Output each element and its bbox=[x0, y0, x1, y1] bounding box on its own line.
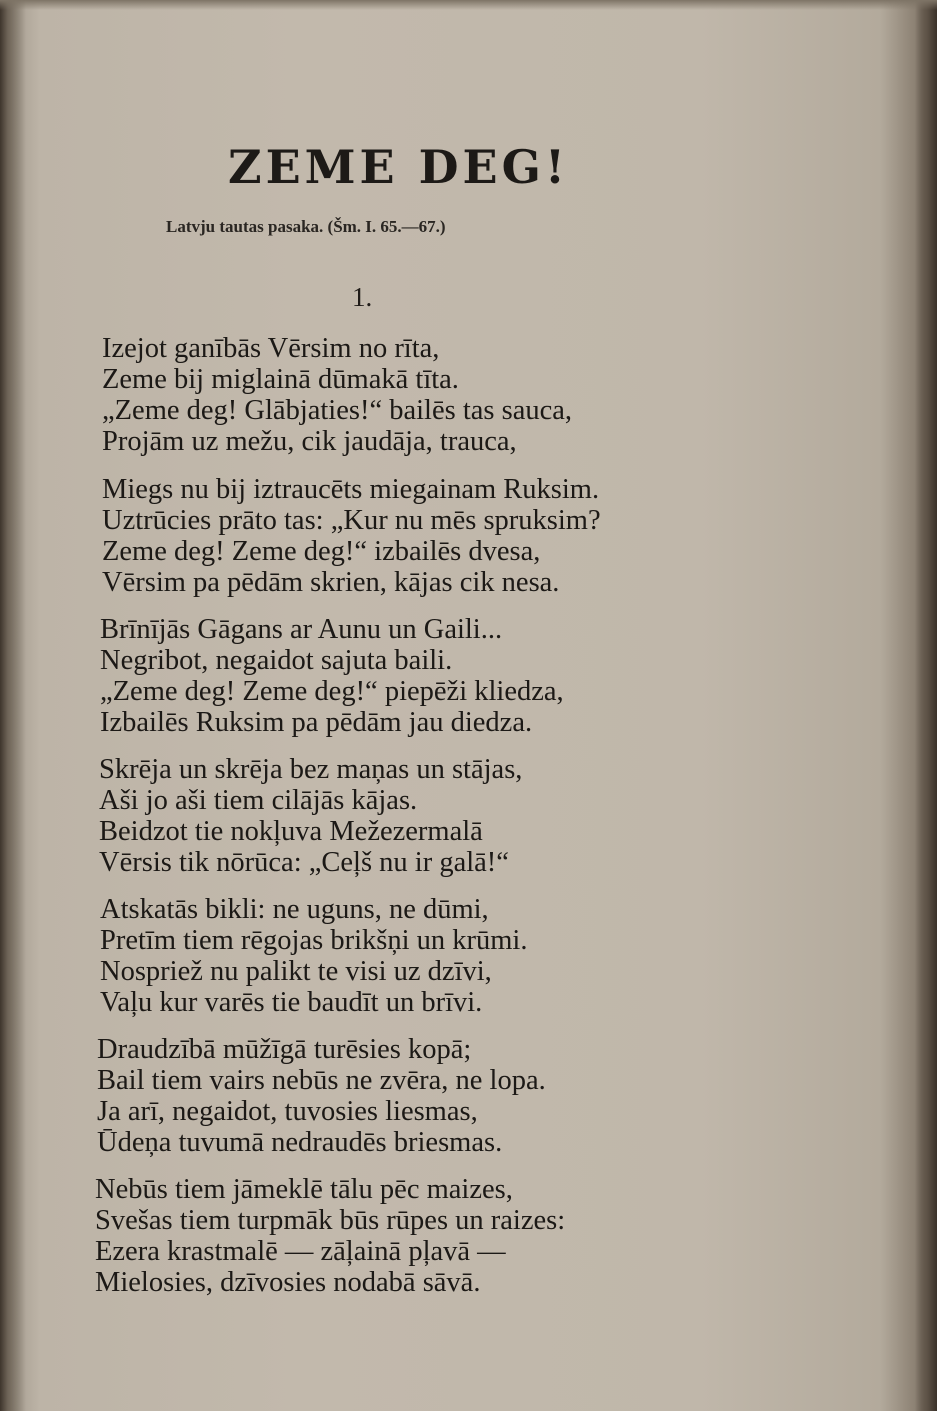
verse-line: Izbailēs Ruksim pa pēdām jau diedza. bbox=[100, 707, 533, 738]
verse-line: Svešas tiem turpmāk būs rūpes un raizes: bbox=[95, 1205, 566, 1236]
verse-line: Uztrūcies prāto tas: „Kur nu mēs spruksim? bbox=[102, 505, 601, 536]
poem-subtitle: Latvju tautas pasaka. (Šm. I. 65.—67.) bbox=[166, 217, 446, 236]
verse-line: Zeme bij miglainā dūmakā tīta. bbox=[102, 364, 459, 395]
stanza bbox=[95, 1174, 565, 1298]
poem-title: ZEME DEG! bbox=[228, 140, 570, 194]
verse-line: Ja arī, negaidot, tuvosies liesmas, bbox=[97, 1096, 478, 1127]
verse-line: Miegs nu bij iztraucēts miegainam Ruksim. bbox=[102, 474, 600, 505]
verse-line: Aši jo aši tiem cilājās kājas. bbox=[99, 785, 418, 816]
verse-line: Bail tiem vairs nebūs ne zvēra, ne lopa. bbox=[97, 1065, 546, 1096]
verse-line: Izejot ganībās Vērsim no rīta, bbox=[102, 333, 440, 364]
verse-line: Mielosies, dzīvosies nodabā sāvā. bbox=[95, 1267, 481, 1298]
verse-line: Vaļu kur varēs tie baudīt un brīvi. bbox=[100, 987, 483, 1018]
stanza bbox=[102, 474, 601, 598]
verse-line: Atskatās bikli: ne uguns, ne dūmi, bbox=[100, 894, 489, 925]
verse-line: Pretīm tiem rēgojas brikšņi un krūmi. bbox=[100, 925, 528, 956]
verse-line: Ezera krastmalē — zāļainā pļavā — bbox=[95, 1236, 506, 1267]
verse-line: Draudzībā mūžīgā turēsies kopā; bbox=[97, 1034, 472, 1065]
stanza bbox=[100, 894, 527, 1018]
verse-line: Nebūs tiem jāmeklē tālu pēc maizes, bbox=[95, 1174, 513, 1205]
book-spine-shadow bbox=[0, 0, 26, 1411]
verse-line: „Zeme deg! Glābjaties!“ bailēs tas sauca, bbox=[102, 395, 573, 426]
verse-line: Vērsim pa pēdām skrien, kājas cik nesa. bbox=[102, 567, 560, 598]
stanza bbox=[102, 333, 572, 457]
stanza bbox=[99, 754, 522, 878]
verse-line: Ūdeņa tuvumā nedraudēs briesmas. bbox=[97, 1127, 503, 1158]
verse-line: Nospriež nu palikt te visi uz dzīvi, bbox=[100, 956, 492, 987]
page-edge-shadow bbox=[915, 0, 937, 1411]
verse-line: Vērsis tik nōrūca: „Ceļš nu ir galā!“ bbox=[99, 847, 509, 878]
part-number: 1. bbox=[352, 282, 373, 312]
page-top-edge bbox=[0, 0, 937, 10]
verse-line: Zeme deg! Zeme deg!“ izbailēs dvesa, bbox=[102, 536, 541, 567]
verse-line: Beidzot tie nokļuva Mežezermalā bbox=[99, 816, 483, 847]
stanza bbox=[97, 1034, 546, 1158]
stanza bbox=[100, 614, 564, 738]
verse-line: Brīnījās Gāgans ar Aunu un Gaili... bbox=[100, 614, 503, 645]
verse-line: Skrēja un skrēja bez maņas un stājas, bbox=[99, 754, 523, 785]
verse-line: Projām uz mežu, cik jaudāja, trauca, bbox=[102, 426, 517, 457]
verse-line: Negribot, negaidot sajuta baili. bbox=[100, 645, 453, 676]
verse-line: „Zeme deg! Zeme deg!“ piepēži kliedza, bbox=[100, 676, 564, 707]
